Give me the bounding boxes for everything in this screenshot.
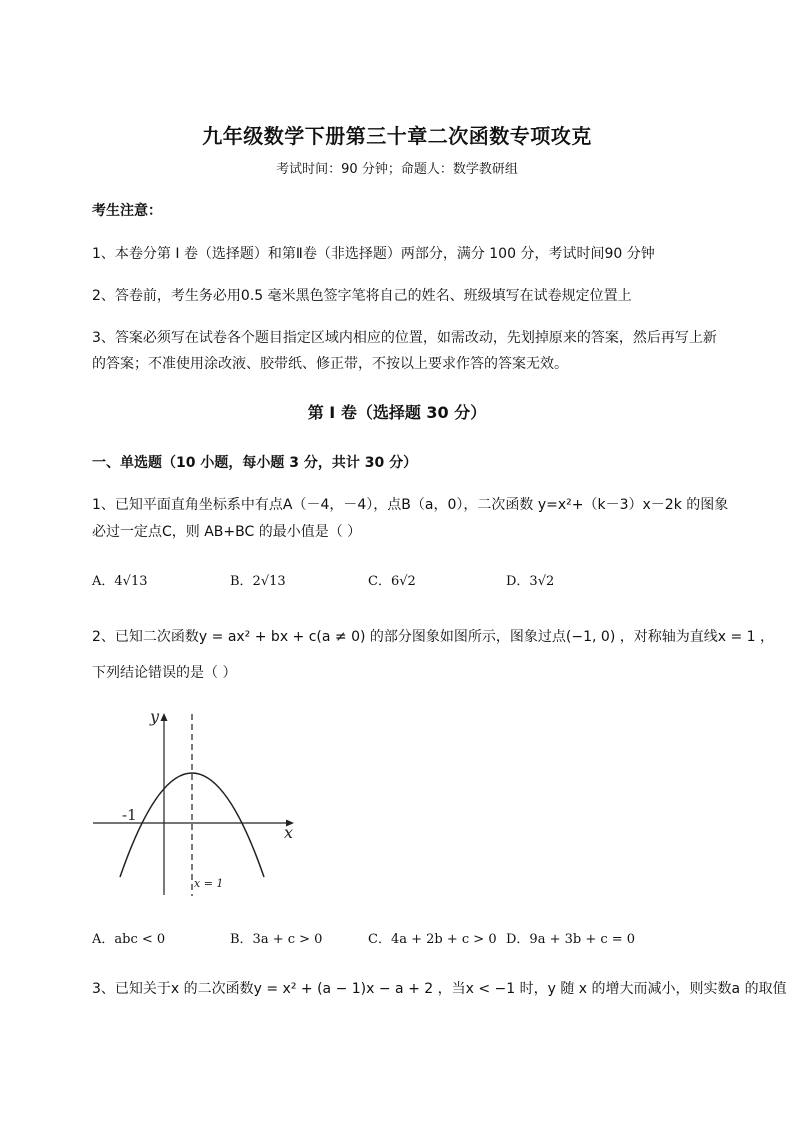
symmetry-axis-label: x = 1 [194, 877, 224, 890]
notice-item-3-line-2: 的答案；不准使用涂改液、胶带纸、修正带，不按以上要求作答的答案无效。 [92, 356, 568, 372]
parabola-graph [88, 700, 308, 900]
question-2-stem-line-1: 2、已知二次函数y = ax² + bx + c(a ≠ 0) 的部分图象如图所示，图象过点(−1, 0) ，对称轴为直线x = 1 ， [92, 629, 775, 645]
question-1-stem-line-1: 1、已知平面直角坐标系中有点A（－4，－4），点B（a，0），二次函数 y=x²+（k－3）x－2k 的图象 [92, 497, 729, 513]
part-heading: 一、单选题（10 小题，每小题 3 分，共计 30 分） [92, 455, 418, 471]
question-2-option-a[interactable]: A．abc < 0 [92, 932, 166, 947]
question-1-option-a[interactable]: A．4√13 [92, 574, 148, 589]
question-2-option-c[interactable]: C．4a + 2b + c > 0 [368, 932, 497, 947]
notice-item-2: 2、答卷前，考生务必用0.5 毫米黑色签字笔将自己的姓名、班级填写在试卷规定位置上 [92, 288, 632, 304]
question-1-option-d[interactable]: D．3√2 [506, 574, 555, 589]
y-axis-arrow [161, 713, 168, 721]
notice-item-3-line-1: 3、答案必须写在试卷各个题目指定区域内相应的位置，如需改动，先划掉原来的答案，然后再写上新 [92, 330, 717, 346]
notice-heading: 考生注意： [92, 203, 162, 219]
page-title: 九年级数学下册第三十章二次函数专项攻克 [202, 124, 592, 148]
minus-one-label: -1 [122, 806, 137, 824]
section-title: 第 I 卷（选择题 30 分） [307, 403, 487, 422]
question-2-stem-line-2: 下列结论错误的是（ ） [92, 665, 237, 681]
question-1-stem-line-2: 必过一定点C，则 AB+BC 的最小值是（ ） [92, 524, 362, 540]
y-axis-label: y [150, 707, 160, 726]
notice-item-1: 1、本卷分第 I 卷（选择题）和第Ⅱ卷（非选择题）两部分，满分 100 分，考试时间90 分钟 [92, 246, 655, 262]
question-1-option-c[interactable]: C．6√2 [368, 574, 416, 589]
x-axis-label: x [284, 823, 294, 842]
question-3-stem-line-1: 3、已知关于x 的二次函数y = x² + (a − 1)x − a + 2 ，当x < −1 时，y 随 x 的增大而减小，则实数a 的取值 [92, 981, 787, 997]
question-2-option-b[interactable]: B．3a + c > 0 [230, 932, 323, 947]
question-2-option-d[interactable]: D．9a + 3b + c = 0 [506, 932, 636, 947]
exam-info: 考试时间：90 分钟；命题人：数学教研组 [276, 162, 518, 177]
question-1-option-b[interactable]: B．2√13 [230, 574, 286, 589]
